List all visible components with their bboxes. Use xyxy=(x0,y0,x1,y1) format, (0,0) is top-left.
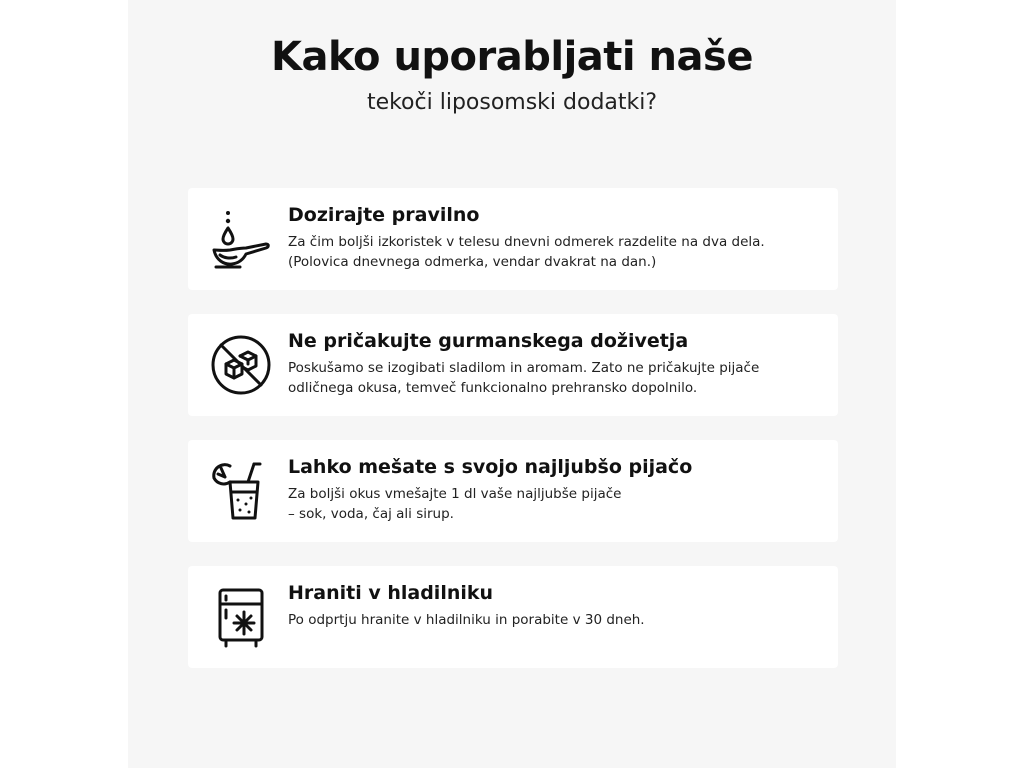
no-sugar-icon xyxy=(210,334,272,396)
card-text xyxy=(288,358,828,398)
card-text-line: Po odprtju hranite v hladilniku in porabite v 30 dneh. xyxy=(288,612,645,628)
infographic xyxy=(128,0,896,768)
card-text-line: (Polovica dnevnega odmerka, vendar dvakrat na dan.) xyxy=(288,254,657,270)
card-text-line: Za boljši okus vmešajte 1 dl vaše najljubše pijače xyxy=(288,486,622,502)
drink-glass-icon xyxy=(210,460,272,522)
card-text-line: Za čim boljši izkoristek v telesu dnevni odmerek razdelite na dva dela. xyxy=(288,234,765,250)
spoon-drop-icon xyxy=(210,208,272,270)
card-mixing xyxy=(188,440,838,542)
page-title: Kako uporabljati naše xyxy=(271,34,753,80)
card-text xyxy=(288,232,828,272)
card-heading: Lahko mešate s svojo najljubšo pijačo xyxy=(288,456,693,478)
card-heading: Ne pričakujte gurmanskega doživetja xyxy=(288,330,689,352)
card-dosage xyxy=(188,188,838,290)
card-heading: Dozirajte pravilno xyxy=(288,204,480,226)
card-text-line: Poskušamo se izogibati sladilom in aromam. Zato ne pričakujte pijače xyxy=(288,360,760,376)
page-subtitle: tekoči liposomski dodatki? xyxy=(366,90,658,115)
card-text xyxy=(288,484,828,524)
card-heading: Hraniti v hladilniku xyxy=(288,582,494,604)
card-taste xyxy=(188,314,838,416)
card-text xyxy=(288,610,828,630)
fridge-icon xyxy=(210,586,272,648)
card-text-line: odličnega okusa, temveč funkcionalno prehransko dopolnilo. xyxy=(288,380,698,396)
card-text-line: – sok, voda, čaj ali sirup. xyxy=(288,506,454,522)
card-storage xyxy=(188,566,838,668)
